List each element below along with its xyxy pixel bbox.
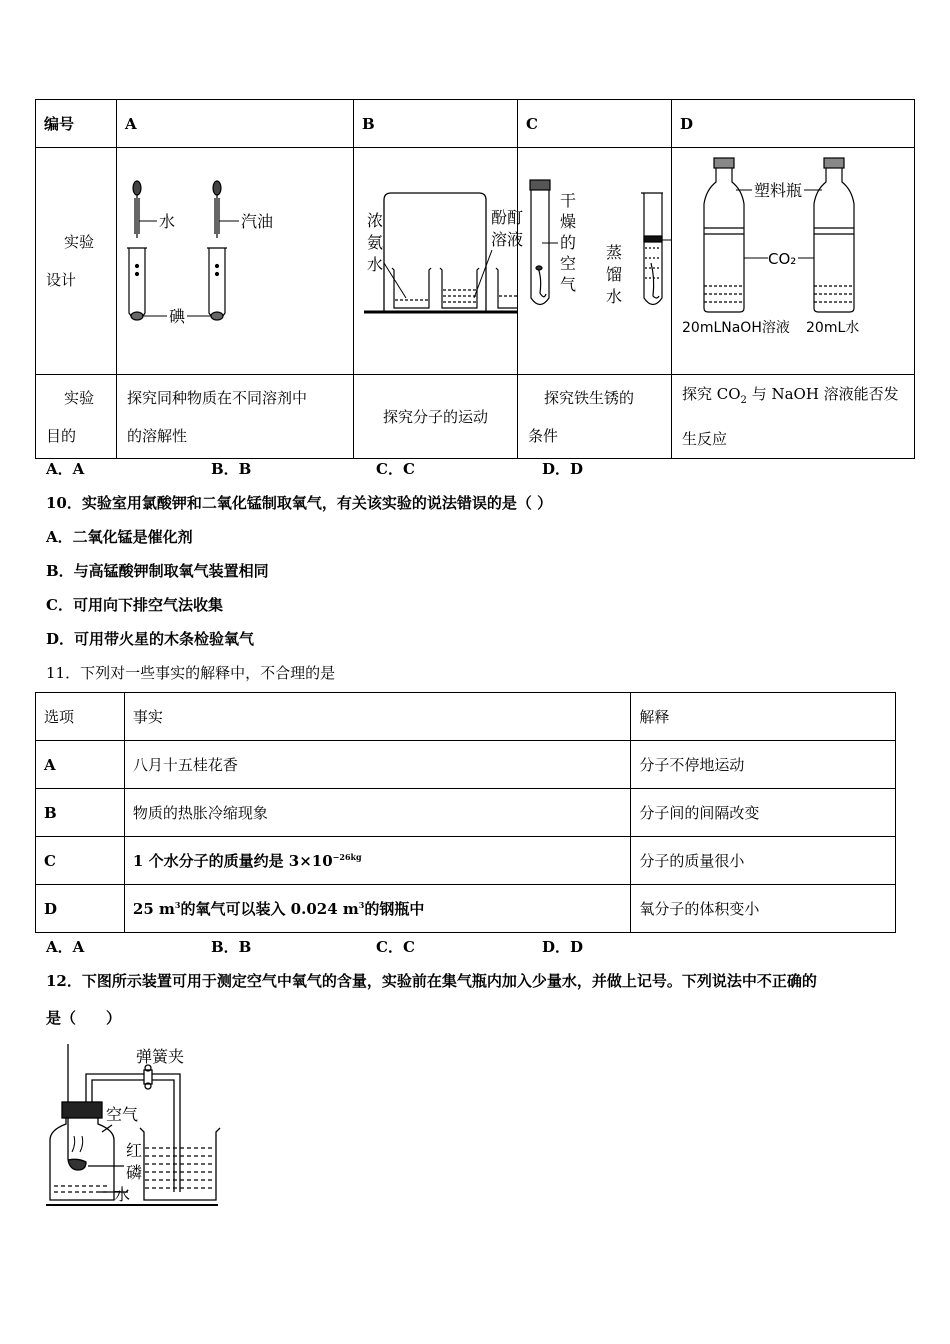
label-phenol-1: 酚酊 [491,208,524,227]
plastic-bottle-icon [814,158,854,312]
header-number: 编号 [36,100,117,148]
label-ammonia-2: 氨 [367,233,384,252]
purpose-c-l1: 探究铁生锈的 [544,388,635,407]
design-row [36,148,915,375]
label-iodine: 碘 [169,307,186,326]
label-naoh: 20mLNaOH溶液 [682,320,790,336]
label-phenol-2: 溶液 [491,230,524,249]
q10-option-d[interactable]: D．可用带火星的木条检验氧气 [46,630,255,648]
apparatus-figure [40,1040,230,1212]
label-dist-2: 馏 [606,265,623,284]
purpose-a [117,375,354,459]
spoon-icon [68,1159,86,1170]
row-explanation: 分子间的间隔改变 [631,789,896,837]
purpose-label-l2: 目的 [46,426,77,445]
label-water: 水 [159,212,176,231]
label-plastic-bottle: 塑料瓶 [754,181,803,200]
q9-option-d[interactable]: D．D [542,460,584,478]
purpose-c [518,375,672,459]
q11-stem: 11．下列对一些事实的解释中，不合理的是 [46,664,336,682]
row-fact [124,885,630,933]
label-clamp: 弹簧夹 [136,1047,185,1066]
row-fact [124,837,630,885]
bell-jar-icon [384,193,486,313]
row-fact-sup: −26kg [332,852,362,862]
label-dry-1: 干 [560,191,577,210]
design-label-l1: 实验 [64,233,95,251]
row-option: B [36,789,125,837]
test-tube-icon [127,248,147,320]
figure-c [518,148,671,370]
purpose-a-l1: 探究同种物质在不同溶剂中 [127,388,308,407]
row-fact-text-b: 的氧气可以装入 0.024 m [180,900,359,918]
header-fact: 事实 [124,693,630,741]
q11-option-b[interactable]: B．B [211,938,252,956]
design-label-l2: 设计 [46,271,77,289]
label-dist-1: 蒸 [606,243,623,262]
label-water-d: 20mL水 [806,320,860,336]
label-water: 水 [114,1185,131,1204]
table-row [36,789,896,837]
purpose-b [354,375,518,459]
table-row [36,837,896,885]
label-dry-2: 燥 [560,212,577,231]
q9-option-b[interactable]: B．B [211,460,252,478]
header-b: B [354,100,518,148]
purpose-a-l2: 的溶解性 [127,426,188,445]
q9-option-a[interactable]: A．A [46,460,85,478]
purpose-d-l1b: 与 NaOH 溶液能否发 [746,385,899,403]
row-fact-text: 1 个水分子的质量约是 3×10 [132,852,333,870]
header-c: C [518,100,672,148]
design-label [36,148,117,375]
purpose-d-l1a: 探究 CO [682,385,741,403]
test-tube-icon [207,248,227,320]
figure-d [672,148,914,370]
row-option: A [36,741,125,789]
design-a-cell [117,148,354,375]
label-ammonia-3: 水 [367,255,384,274]
q9-option-c[interactable]: C．C [376,460,415,478]
q10-stem: 10．实验室用氯酸钾和二氧化锰制取氧气，有关该实验的说法错误的是（ ） [46,494,553,512]
experiment-table [35,99,915,459]
label-dry-4: 空 [560,254,577,273]
facts-table [35,692,896,933]
gas-bottle-icon [50,1102,114,1200]
purpose-row [36,375,915,459]
design-d-cell [672,148,915,375]
figure-a [117,148,353,370]
table-header-row [36,100,915,148]
q11-option-d[interactable]: D．D [542,938,584,956]
q12-stem-line2: 是（ ） [46,1009,122,1027]
row-fact-sup2: 3 [358,900,365,910]
row-fact-text-a: 25 m [132,900,175,918]
table-row [36,885,896,933]
header-explanation: 解释 [631,693,896,741]
purpose-b-text: 探究分子的运动 [382,408,488,426]
dropper-icon [133,181,141,238]
q10-option-c[interactable]: C．可用向下排空气法收集 [46,596,223,614]
q11-option-a[interactable]: A．A [46,938,85,956]
row-option: D [36,885,125,933]
label-co2: CO₂ [768,250,797,268]
purpose-d-l2: 生反应 [682,430,728,448]
row-explanation: 分子不停地运动 [631,741,896,789]
plastic-bottle-icon [704,158,744,312]
label-dry-5: 气 [560,275,577,294]
header-d: D [672,100,915,148]
test-tube-icon [641,193,663,305]
q10-option-b[interactable]: B．与高锰酸钾制取氧气装置相同 [46,562,269,580]
purpose-d [672,375,915,459]
q11-option-c[interactable]: C．C [376,938,415,956]
row-explanation: 分子的质量很小 [631,837,896,885]
purpose-c-l2: 条件 [528,426,559,445]
row-option: C [36,837,125,885]
purpose-d-sub: 2 [740,395,747,406]
header-option: 选项 [36,693,125,741]
label-gasoline: 汽油 [241,212,274,231]
q12-stem-line1: 12．下图所示装置可用于测定空气中氧气的含量，实验前在集气瓶内加入少量水，并做上记号。下列说法中不正确的 [46,972,817,990]
dropper-icon [213,181,221,238]
spring-clamp-icon [144,1065,152,1089]
figure-b [354,148,524,370]
row-fact-sup1: 3 [174,900,181,910]
label-dry-3: 的 [560,233,577,252]
label-air: 空气 [106,1105,139,1124]
label-red-1: 红 [126,1141,143,1160]
row-fact-text-c: 的钢瓶中 [364,900,425,918]
design-b-cell [354,148,524,375]
design-c-cell [518,148,672,375]
table-header-row [36,693,896,741]
header-a: A [117,100,354,148]
beaker-icon [392,268,517,308]
label-ammonia-1: 浓 [367,211,384,230]
test-tube-icon [530,180,550,305]
q10-option-a[interactable]: A．二氧化锰是催化剂 [46,528,193,546]
row-fact: 八月十五桂花香 [124,741,630,789]
label-red-2: 磷 [126,1163,143,1182]
label-dist-3: 水 [606,287,623,306]
row-explanation: 氧分子的体积变小 [631,885,896,933]
row-fact: 物质的热胀冷缩现象 [124,789,630,837]
purpose-label [36,375,117,459]
table-row [36,741,896,789]
purpose-label-l1: 实验 [64,388,95,407]
